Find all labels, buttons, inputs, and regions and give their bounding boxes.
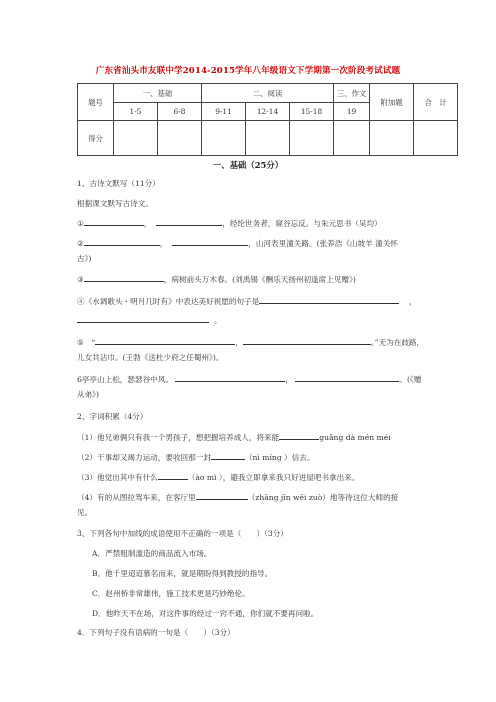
score-cell[interactable] [290,121,334,156]
q2-sentence-1: （1）他兄弟俩只有我一个男孩子，想把握培养成人，将来能 guǎng dà mén méi [77,433,391,442]
q1-item-2: ② ， ，山河表里潼关路。(张养浩《山坡羊 潼关怀 [77,239,398,248]
q1-item-6-cont: 从弟》) [77,390,99,399]
table-range-1: 1-5 [114,103,158,121]
answer-blank[interactable] [156,217,222,226]
score-cell[interactable] [114,121,158,156]
table-sec3: 三、作文 [334,84,370,103]
answer-blank[interactable] [295,373,399,382]
q1-heading: 1、古诗文默写（11分） [77,179,160,188]
q2-sentence-4: （4）有的从图拉驾车来，在客厅里 （zhāng jǐn wēi zuò）地等待这位大师的接 [77,493,399,502]
score-cell[interactable] [158,121,202,156]
answer-blank[interactable] [95,336,235,345]
answer-blank[interactable] [77,314,209,323]
section-heading: 一、基础（25分） [212,160,284,170]
q2-sentence-3: （3）他觉出其中有什么 （ào mì ），避我立即拿来我只好进屋吧书拿出来。 [77,473,360,482]
q4-heading: 4．下列句子没有语病的一句是（ ）（3分） [77,628,235,637]
q3-heading: 3、下列各句中加线的成语使用不正确的一项是（ ）（3分） [77,529,288,538]
table-range-3: 9-11 [202,103,246,121]
q1-item-4-cont: 。 [77,314,221,326]
q3-option-b: B．他千里迢迢慕名而来，就是期盼得到教授的指导。 [92,569,273,578]
score-table [77,83,458,156]
table-range-4: 12-14 [246,103,290,121]
score-cell[interactable] [414,121,458,156]
q1-item-1: ① ， ，经纶世务者，窥谷忘反。与朱元思书（吴均） [77,219,382,228]
answer-blank[interactable] [175,373,285,382]
q1-item-4: ④《水调歌头・明月几时有》中表达美好祝愿的句子是 ， [77,297,417,306]
q3-option-c: C．赵州桥非常雄伟，施工技术更是巧妙绝伦。 [92,589,250,598]
q3-option-d: D．他昨天不在场，对这件事的经过一窍不通，你们就不要再问啦。 [92,609,319,618]
table-range-5: 15-18 [290,103,334,121]
score-cell[interactable] [202,121,246,156]
score-cell[interactable] [246,121,290,156]
table-tihao: 题号 [78,84,114,121]
q1-item-2-cont: 古》) [77,254,92,263]
answer-blank[interactable] [259,295,399,304]
table-range-2: 6-8 [158,103,202,121]
answer-blank[interactable] [84,217,144,226]
answer-blank[interactable] [243,336,371,345]
q3-option-a: A．严禁粗制滥造的商品流入市场。 [92,549,212,558]
table-range-6: 19 [334,103,370,121]
table-heji: 合 计 [414,84,458,121]
q1-item-3: ③ ，病树前头万木春。(刘禹锡《酬乐天扬州初逢席上见赠》) [77,275,356,284]
answer-blank[interactable] [158,471,188,480]
score-cell[interactable] [334,121,370,156]
q2-sentence-4-cont: 见。 [77,508,93,517]
q2-heading: 2、字词积累（4分） [77,412,148,421]
answer-blank[interactable] [196,491,248,500]
answer-blank[interactable] [84,273,164,282]
q1-intro: 根据课文默写古诗文。 [77,199,153,208]
answer-blank[interactable] [84,237,160,246]
q1-item-5-cont: 儿女共沾巾。(王勃《送杜少府之任蜀州》)。 [77,353,224,362]
q1-item-6: 6亭亭山上松，瑟瑟谷中风。 ， 。(《赠 [77,375,422,384]
answer-blank[interactable] [279,431,319,440]
answer-blank[interactable] [172,237,248,246]
table-sec2: 二、阅读 [202,84,334,103]
q2-sentence-2: （2）干事却又竭力运动，要收回那一封 （nì mínɡ ）信去。 [77,453,315,462]
score-cell[interactable] [370,121,414,156]
table-fujia: 附加题 [370,84,414,121]
q1-item-5: ⑤ “ ， 。”无为在歧路， [77,338,425,347]
exam-title: 广东省汕头市友联中学2014-2015学年八年级语文下学期第一次阶段考试试题 [95,66,401,76]
answer-blank[interactable] [211,451,245,460]
table-defen: 得分 [78,121,114,156]
table-sec1: 一、基础 [114,84,202,103]
